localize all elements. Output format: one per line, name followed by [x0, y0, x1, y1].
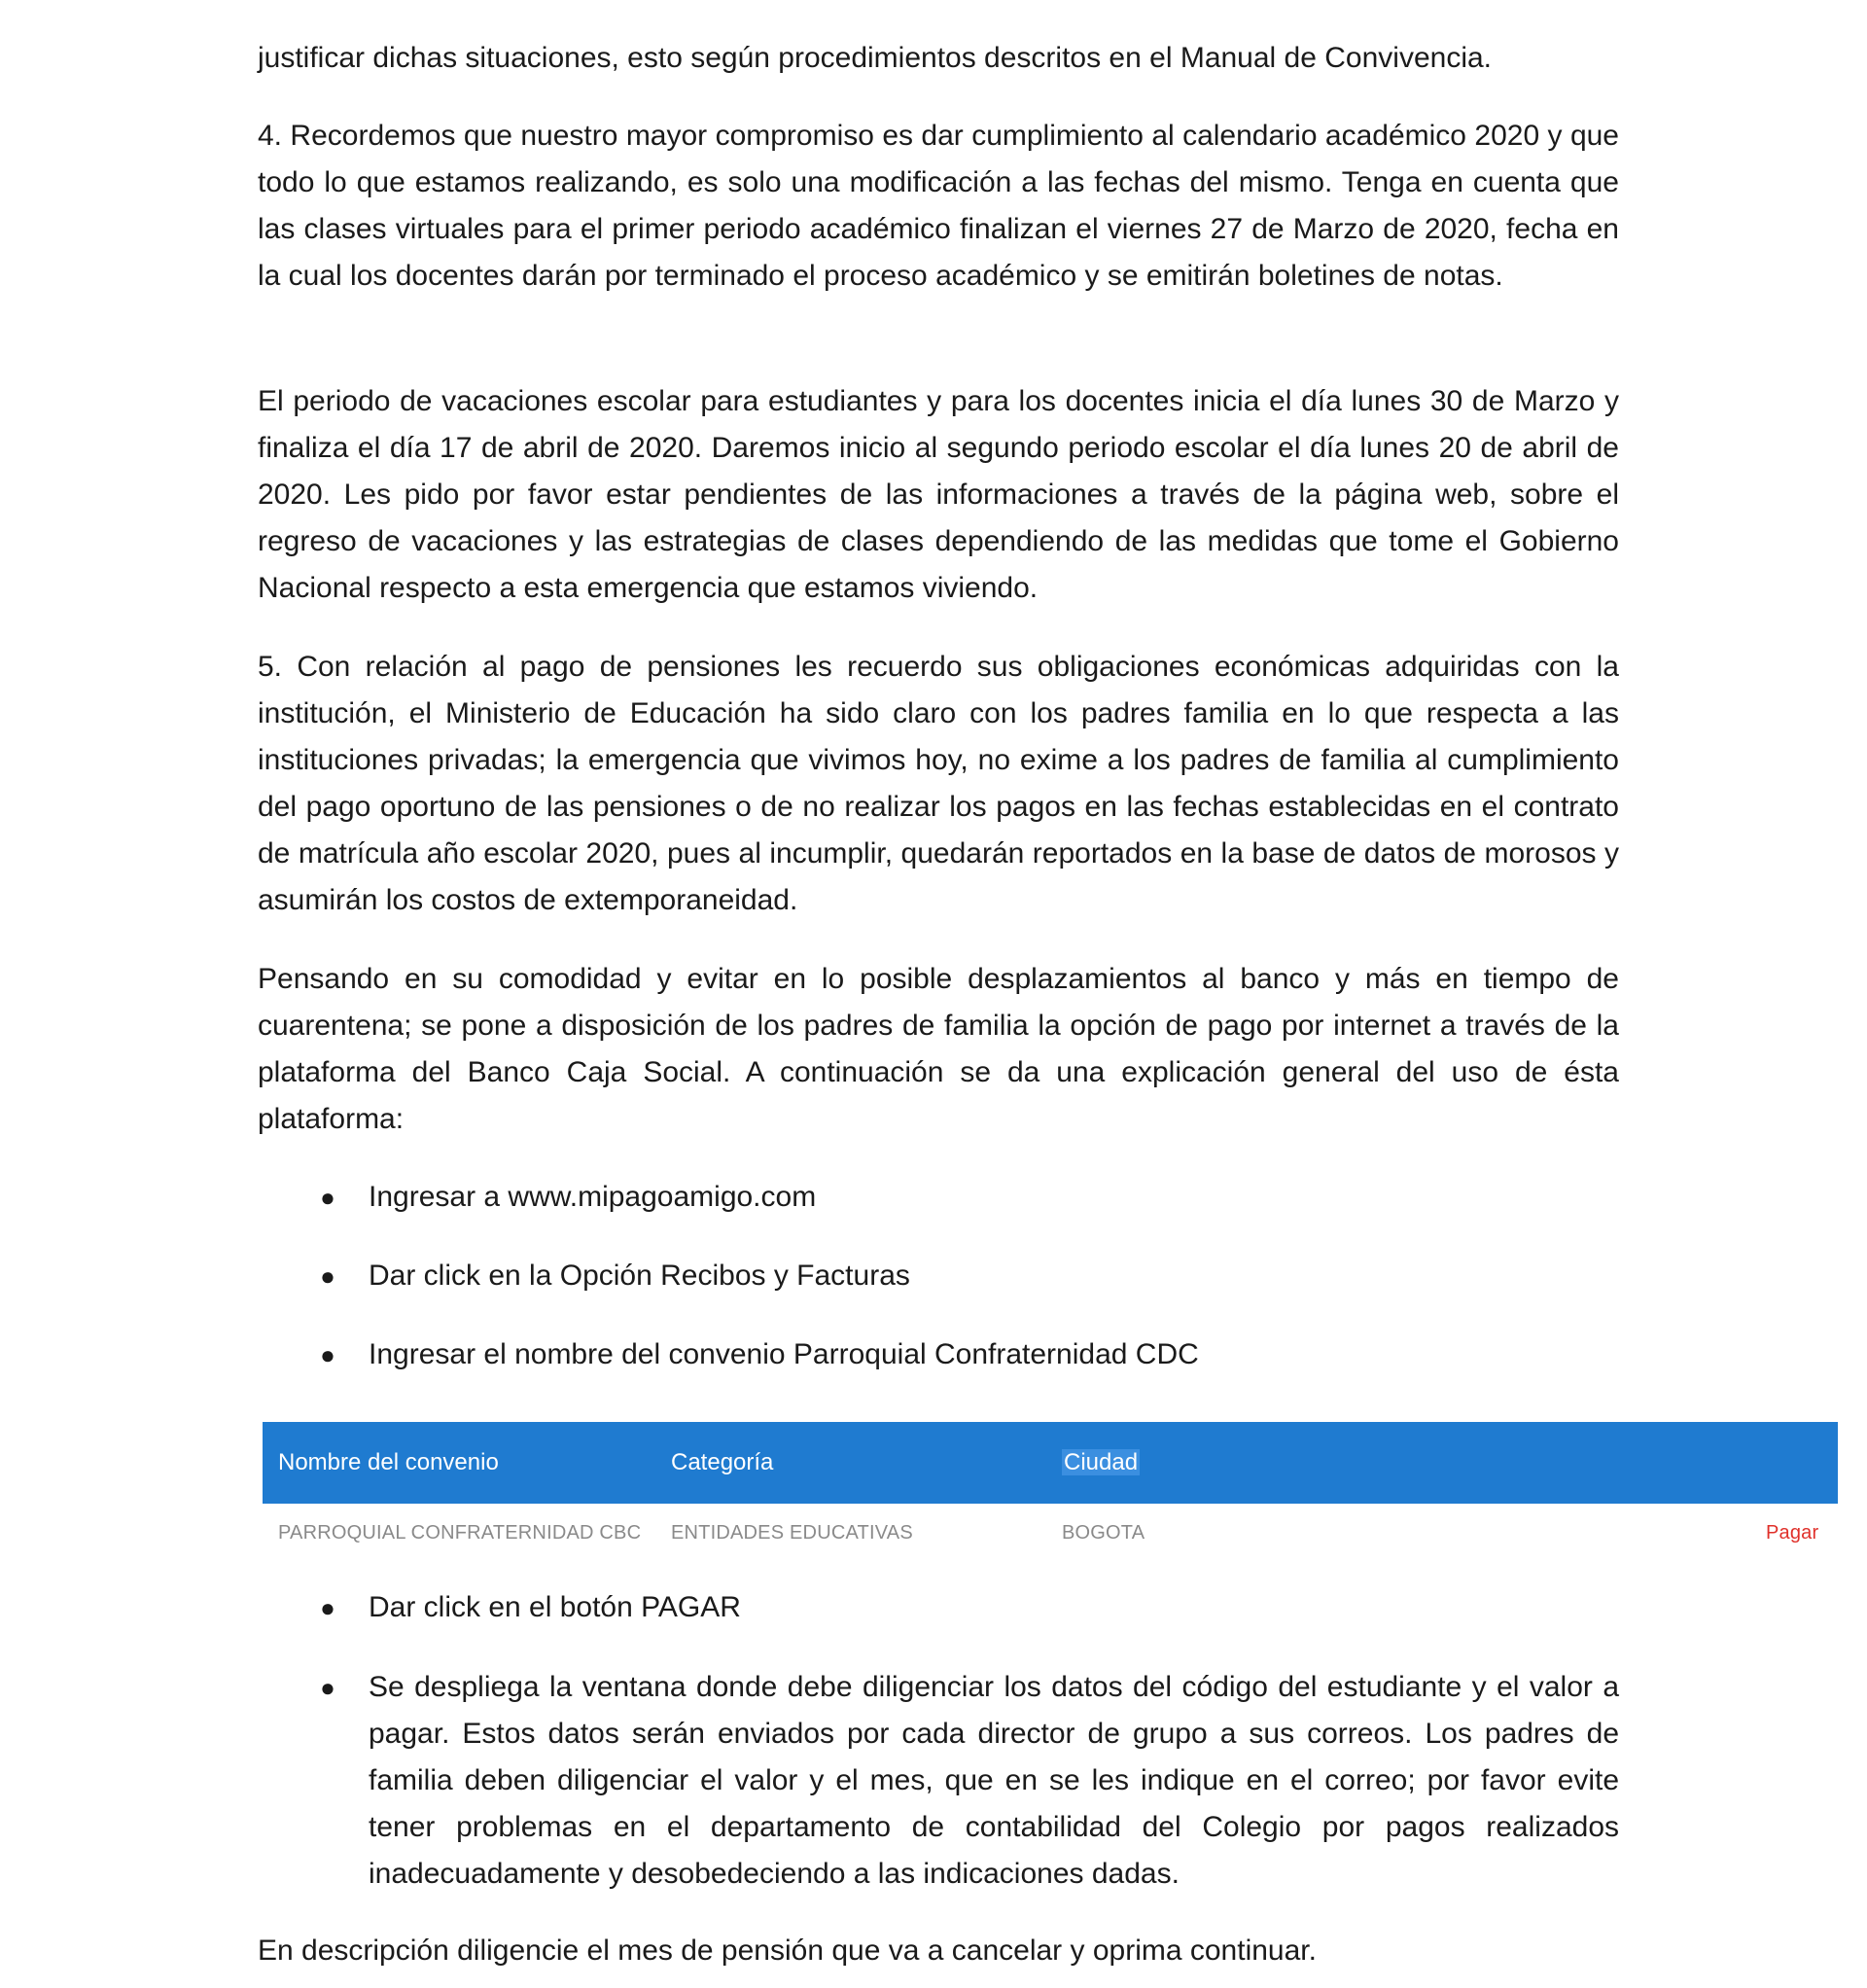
paragraph-vacaciones: El periodo de vacaciones escolar para estudiantes y para los docentes inicia el día lunes 30 de Marzo y finaliza el día 17 de abril de 2020. Daremos inicio al segundo periodo escolar el día lunes 20 de abril de 2020. Les pido por favor estar pendientes de las informaciones a través de la página web, sobre el regreso de vacaciones y las estrategias de clases dependiendo de las medidas que tome el Gobierno Nacional respecto a esta emergencia que estamos viviendo.	[258, 385, 1619, 604]
bullet-text: Ingresar el nombre del convenio Parroquial Confraternidad CDC	[369, 1338, 1199, 1370]
pagar-link[interactable]: Pagar	[1766, 1522, 1819, 1544]
paragraph-pensando: Pensando en su comodidad y evitar en lo posible desplazamientos al banco y más en tiempo de cuarentena; se pone a disposición de los padres de familia la opción de pago por internet a través de la plataforma del Banco Caja Social. A continuación se da una explicación general del uso de ésta plataforma:	[258, 963, 1619, 1135]
column-header-categoria: Categoría	[671, 1449, 774, 1475]
bullet-icon: ●	[320, 1183, 335, 1212]
bullet-icon: ●	[320, 1673, 335, 1702]
bullet-icon: ●	[320, 1593, 335, 1622]
paragraph-point-5: 5. Con relación al pago de pensiones les recuerdo sus obligaciones económicas adquiridas con la institución, el Ministerio de Educación ha sido claro con los padres familia en lo que respecta a las instituciones privadas; la emergencia que vivimos hoy, no exime a los padres de familia al cumplimiento del pago oportuno de las pensiones o de no realizar los pagos en las fechas establecidas en el contrato de matrícula año escolar 2020, pues al incumplir, quedarán reportados en la base de datos de morosos y asumirán los costos de extemporaneidad.	[258, 651, 1619, 916]
table-header	[263, 1422, 1838, 1504]
bullet-text: Se despliega la ventana donde debe diligenciar los datos del código del estudiante y el valor a pagar. Estos datos serán enviados por cada director de grupo a sus correos. Los padres de familia deben diligenciar el valor y el mes, que en se les indique en el correo; por favor evite tener problemas en el departamento de contabilidad del Colegio por pagos realizados inadecuadamente y desobedeciendo a las indicaciones dadas.	[369, 1671, 1619, 1890]
bullet-icon: ●	[320, 1261, 335, 1291]
paragraph-final: En descripción diligencie el mes de pensión que va a cancelar y oprima continuar.	[258, 1935, 1317, 1967]
bullet-icon: ●	[320, 1340, 335, 1369]
convenio-results-table	[263, 1422, 1838, 1568]
column-header-nombre: Nombre del convenio	[278, 1449, 499, 1475]
cell-categoria: ENTIDADES EDUCATIVAS	[671, 1522, 913, 1544]
bullet-text: Dar click en la Opción Recibos y Facturas	[369, 1260, 910, 1292]
bullet-text: Dar click en el botón PAGAR	[369, 1591, 741, 1623]
cell-nombre: PARROQUIAL CONFRATERNIDAD CBC	[278, 1522, 642, 1544]
paragraph-point-4: 4. Recordemos que nuestro mayor compromiso es dar cumplimiento al calendario académico 2020 y que todo lo que estamos realizando, es solo una modificación a las fechas del mismo. Tenga en cuenta que las clases virtuales para el primer periodo académico finalizan el viernes 27 de Marzo de 2020, fecha en la cual los docentes darán por terminado el proceso académico y se emitirán boletines de notas.	[258, 120, 1619, 292]
bullet-text: Ingresar a www.mipagoamigo.com	[369, 1181, 817, 1213]
cell-ciudad: BOGOTA	[1062, 1522, 1145, 1544]
paragraph-intro-tail: justificar dichas situaciones, esto según procedimientos descritos en el Manual de Convivencia.	[258, 42, 1493, 74]
column-header-ciudad	[1062, 1422, 1140, 1504]
ciudad-header-label: Ciudad	[1064, 1449, 1139, 1475]
